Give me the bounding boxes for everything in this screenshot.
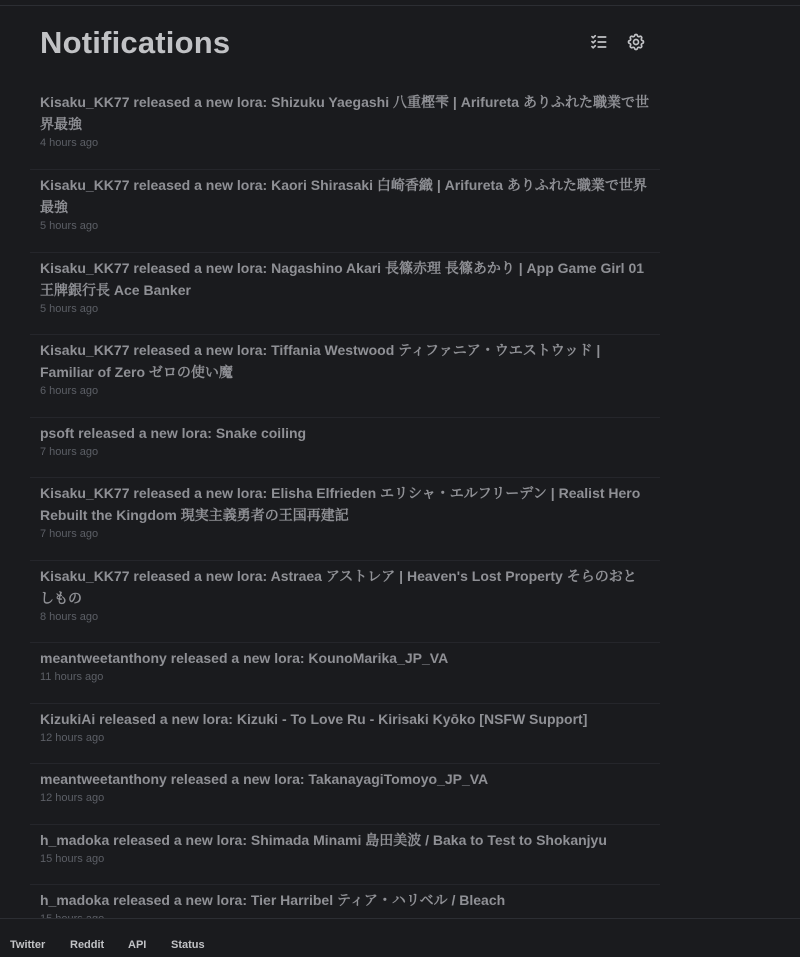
gear-icon xyxy=(626,32,646,52)
notification-time: 4 hours ago xyxy=(40,137,99,149)
notification-item[interactable] xyxy=(30,478,660,561)
notification-item[interactable] xyxy=(30,561,660,643)
notification-time: 11 hours ago xyxy=(40,671,104,683)
notification-time: 12 hours ago xyxy=(40,792,105,804)
footer-link-reddit[interactable]: Reddit xyxy=(70,939,105,951)
notification-message: Kisaku_KK77 released a new lora: Kaori Shirasaki 白崎香織 | Arifureta ありふれた職業で世界最強 xyxy=(40,177,647,215)
notification-item[interactable] xyxy=(30,335,660,418)
notification-message: Kisaku_KK77 released a new lora: Shizuku Yaegashi 八重樫雫 | Arifureta ありふれた職業で世界最強 xyxy=(40,94,649,132)
notification-message: Kisaku_KK77 released a new lora: Tiffania Westwood ティファニア・ウエストウッド | Familiar of Zero ゼロの使い魔 xyxy=(40,342,601,380)
notification-time: 5 hours ago xyxy=(40,220,99,232)
notification-item[interactable] xyxy=(30,253,660,335)
notification-message: Kisaku_KK77 released a new lora: Elisha Elfrieden エリシャ・エルフリーデン | Realist Hero Rebuilt the Kingdom 現実主義勇者の王国再建記 xyxy=(40,485,641,523)
footer-link-status[interactable]: Status xyxy=(171,939,205,951)
notification-item[interactable] xyxy=(30,764,660,825)
notification-item[interactable] xyxy=(30,643,660,704)
notification-item[interactable] xyxy=(30,88,660,170)
notification-message: meantweetanthony released a new lora: TakanayagiTomoyo_JP_VA xyxy=(40,771,489,787)
notification-message: KizukiAi released a new lora: Kizuki - To Love Ru - Kirisaki Kyōko [NSFW Support] xyxy=(40,711,588,727)
notification-time: 7 hours ago xyxy=(40,446,99,458)
footer xyxy=(0,918,800,957)
footer-link-twitter[interactable]: Twitter xyxy=(10,939,46,951)
footer-link-api[interactable]: API xyxy=(128,939,147,951)
notification-item[interactable] xyxy=(30,825,660,885)
notification-time: 8 hours ago xyxy=(40,611,99,623)
notification-time: 15 hours ago xyxy=(40,853,105,865)
notifications-header xyxy=(40,25,650,65)
notification-message: Kisaku_KK77 released a new lora: Nagashino Akari 長篠赤理 長篠あかり | App Game Girl 01 王牌銀行長 Ace Banker xyxy=(40,260,645,298)
checklist-icon xyxy=(589,32,609,52)
notification-time: 12 hours ago xyxy=(40,732,105,744)
notification-message: h_madoka released a new lora: Tier Harribel ティア・ハリベル / Bleach xyxy=(40,892,506,908)
notification-item[interactable] xyxy=(30,418,660,478)
notification-message: h_madoka released a new lora: Shimada Minami 島田美波 / Baka to Test to Shokanjyu xyxy=(40,832,607,848)
notification-list xyxy=(30,88,660,945)
mark-all-read-button[interactable] xyxy=(586,29,612,55)
notification-item[interactable] xyxy=(30,170,660,253)
notification-message: Kisaku_KK77 released a new lora: Astraea アストレア | Heaven's Lost Property そらのおとしもの xyxy=(40,568,637,606)
notification-settings-button[interactable] xyxy=(623,29,649,55)
notification-message: psoft released a new lora: Snake coiling xyxy=(40,425,307,441)
notification-item[interactable] xyxy=(30,704,660,764)
page-title: Notifications xyxy=(40,25,231,60)
notification-time: 5 hours ago xyxy=(40,303,99,315)
notification-time: 6 hours ago xyxy=(40,385,99,397)
notification-time: 7 hours ago xyxy=(40,528,99,540)
notifications-panel xyxy=(30,6,660,918)
notification-message: meantweetanthony released a new lora: KounoMarika_JP_VA xyxy=(40,650,449,666)
